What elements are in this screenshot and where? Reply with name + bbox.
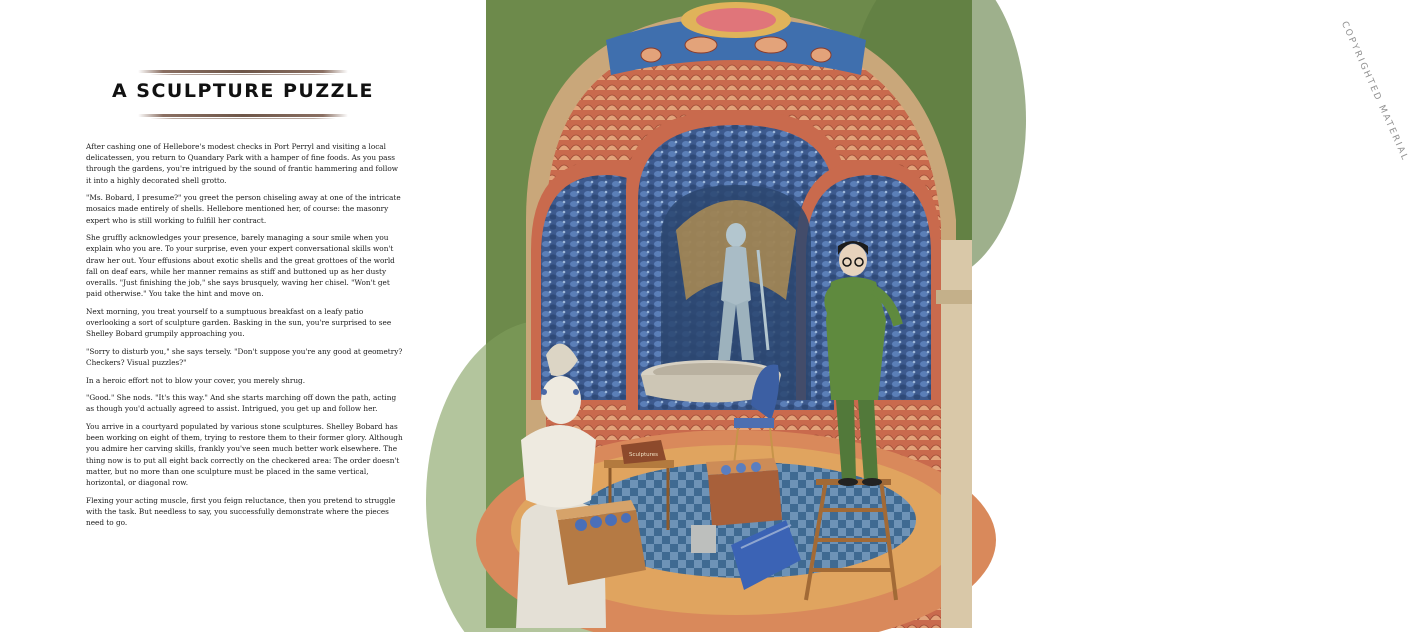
paragraph: Next morning, you treat yourself to a sumptuous breakfast on a leafy patio overlooking a sort of sculpture garden. Basking in the sun, you're surprised to see Shelley Bobard grumpily approaching you. — [86, 306, 392, 339]
paragraph: After cashing one of Hellebore's modest checks in Port Perryl and visiting a local delicatessen, you return to Quandary Park with a hamper of fine foods. As you pass through the gardens, you're intrigued by the sound of frantic hammering and follow it into a highly decorated shell grotto. — [86, 142, 398, 185]
paragraph: "Sorry to disturb you," she says tersely. "Don't suppose you're any good at geometry? Checkers? Visual puzzles?" — [86, 346, 403, 368]
watermark: COPYRIGHTED MATERIAL — [1338, 20, 1410, 164]
title-top-rule-thin — [150, 74, 336, 75]
paragraph: "Good." She nods. "It's this way." And she starts marching off down the path, acting as though you'd actually agreed to assist. Intrigued, you get up and follow her. — [86, 393, 397, 414]
paragraph: In a heroic effort not to blow your cover, you merely shrug. — [86, 375, 306, 385]
illustration-page — [486, 0, 1410, 628]
paragraph: "Ms. Bobard, I presume?" you greet the person chiseling away at one of the intricate mosaics made entirely of shells. Hellebore mentioned her, of course: the masonry expert who is still working to fulfill her contract. — [86, 193, 401, 225]
grotto-illustration — [486, 0, 972, 628]
story-text — [86, 141, 404, 535]
paragraph: You arrive in a courtyard populated by various stone sculptures. Shelley Bobard has been working on eight of them, trying to restore them to their former glory. Although you admire her carving skills, frankly you've seen much better work elsewhere. The thing now is to put all eight back correctly on the checkered area: The order doesn't matter, but no more than one sculpture must be placed in the same vertical, horizontal, or diagonal row. — [86, 422, 403, 488]
text-page — [0, 0, 486, 628]
paragraph: She gruffly acknowledges your presence, barely managing a sour smile when you explain who you are. To your surprise, even your expert conversational skills won't draw her out. Your effusions about exotic shells and the great grottoes of the world fall on deaf ears, while her manner remains as stiff and buttoned up as her dusty overalls. "Just finishing the job," she says brusquely, waving her chisel. "Won't get paid otherwise." You take the hint and move on. — [86, 233, 395, 299]
title-bottom-rule — [138, 114, 348, 117]
page-title: A SCULPTURE PUZZLE — [111, 80, 374, 102]
title-bottom-rule-thin — [150, 118, 336, 119]
title-top-rule — [138, 70, 348, 73]
crate-label: Sculptures — [629, 452, 659, 458]
paragraph: Flexing your acting muscle, first you feign reluctance, then you pretend to struggle with the task. But needless to say, you successfully demonstrate where the pieces need to go. — [86, 495, 396, 528]
